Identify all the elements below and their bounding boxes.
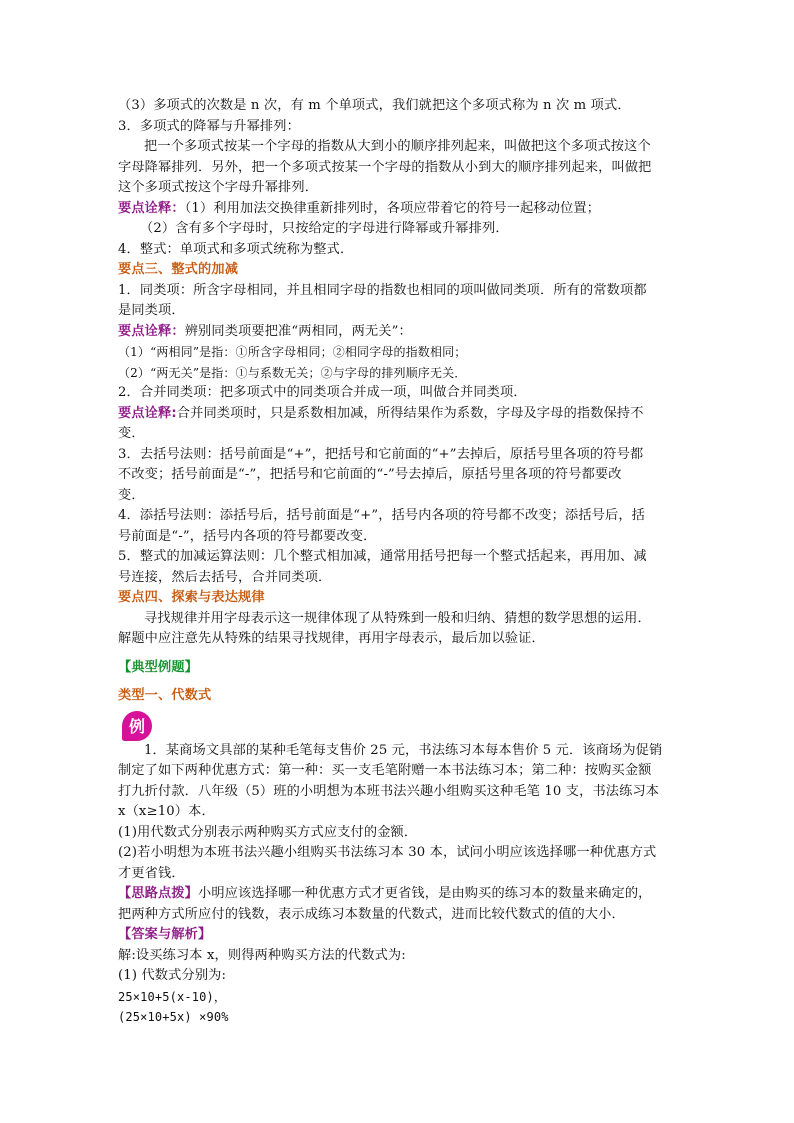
text-line: 才更省钱． bbox=[118, 865, 185, 881]
text-line: 3．去括号法则：括号前面是“+”，把括号和它前面的“+”去掉后，原括号里各项的符号都 bbox=[118, 446, 644, 462]
key-point-label: 要点诠释： bbox=[118, 200, 185, 216]
text-line: 1．同类项：所含字母相同，并且相同字母的指数也相同的项叫做同类项．所有的常数项都 bbox=[118, 282, 647, 298]
text-line: 小明应该选择哪一种优惠方式才更省钱，是由购买的练习本的数量来确定的， bbox=[198, 886, 652, 901]
formula-line: 25×10+5(x-10)， bbox=[118, 989, 227, 1004]
text-line: 号前面是“-”，括号内各项的符号都要改变． bbox=[118, 528, 377, 544]
heading-point-4: 要点四、探索与表达规律 bbox=[118, 590, 265, 605]
key-point-note bbox=[118, 199, 678, 220]
text-line: (1) 代数式分别为: bbox=[118, 968, 227, 983]
text-line: 2．合并同类项：把多项式中的同类项合并成一项，叫做合并同类项． bbox=[118, 385, 527, 400]
key-point-note bbox=[118, 322, 678, 343]
formula-line: (25×10+5x) ×90% bbox=[118, 1010, 229, 1024]
text-line: 4．添括号法则：添括号后，括号前面是“+”，括号内各项的符号都不改变；添括号后，括 bbox=[118, 508, 646, 523]
example-badge-icon: 例 bbox=[122, 711, 152, 741]
text-line: （3）多项式的次数是 n 次，有 m 个单项式，我们就把这个多项式称为 n 次 m 项式． bbox=[118, 98, 631, 113]
text-line: （2）“两无关”是指：①与系数无关；②与字母的排列顺序无关． bbox=[118, 365, 467, 380]
key-point-label: 要点诠释: bbox=[118, 405, 177, 421]
text-line: （1）利用加法交换律重新排列时，各项应带着它的符号一起移动位置； bbox=[184, 200, 601, 216]
text-line: 辨别同类项要把准“两相同，两无关”： bbox=[184, 323, 412, 339]
answer-label: 【答案与解析】 bbox=[118, 927, 212, 942]
text-line: 变． bbox=[118, 426, 145, 441]
text-line: （2）含有多个字母时，只按给定的字母进行降幂或升幂排列． bbox=[140, 221, 509, 236]
text-line: 把一个多项式按某一个字母的指数从大到小的顺序排列起来，叫做把这个多项式按这个 bbox=[144, 139, 651, 154]
text-line: 字母降幂排列．另外，把一个多项式按某一个字母的指数从小到大的顺序排列起来，叫做把 bbox=[118, 159, 652, 175]
text-line: 不改变；括号前面是“-”，把括号和它前面的“-”号去掉后，原括号里各项的符号都要改 bbox=[118, 467, 622, 482]
text-line: 5．整式的加减运算法则：几个整式相加减，通常用括号把每一个整式括起来，再用加、减 bbox=[118, 549, 647, 564]
text-line: 这个多项式按这个字母升幂排列． bbox=[118, 180, 319, 195]
text-line: 1．某商场文具部的某种毛笔每支售价 25 元，书法练习本每本售价 5 元．该商场为促销 bbox=[144, 742, 663, 758]
text-line: 合并同类项时，只是系数相加减，所得结果作为系数，字母及字母的指数保持不 bbox=[176, 405, 644, 421]
key-point-note bbox=[118, 404, 678, 425]
hint-label: 【思路点拨】 bbox=[118, 886, 199, 901]
section-item-4: 4．整式：单项式和多项式统称为整式． bbox=[118, 241, 354, 257]
text-line: 号连接，然后去括号，合并同类项． bbox=[118, 569, 332, 585]
heading-point-3: 要点三、整式的加减 bbox=[118, 262, 239, 277]
typical-examples-heading: 【典型例题】 bbox=[118, 659, 199, 675]
hint-note bbox=[118, 884, 678, 905]
section-item-3: 3．多项式的降幂与升幂排列： bbox=[118, 118, 300, 134]
text-line: 是同类项． bbox=[118, 303, 185, 318]
text-line: 解题中应注意先从特殊的结果寻找规律，再用字母表示，最后加以验证． bbox=[118, 631, 545, 646]
text-line: (2)若小明想为本班书法兴趣小组购买书法练习本 30 本，试问小明应该选择哪一种优惠方式 bbox=[118, 845, 657, 860]
text-line: (1)用代数式分别表示两种购买方式应支付的金额． bbox=[118, 824, 418, 840]
text-line: 解:设买练习本 x，则得两种购买方法的代数式为: bbox=[118, 947, 406, 963]
type-1-heading: 类型一、代数式 bbox=[118, 688, 212, 703]
example-1-start bbox=[118, 711, 678, 741]
text-line: 制定了如下两种优惠方式：第一种：买一支毛笔附赠一本书法练习本；第二种：按购买金额 bbox=[118, 763, 652, 778]
document-body bbox=[118, 96, 678, 1028]
text-line: x（x≥10）本． bbox=[118, 804, 215, 819]
text-line: 变． bbox=[118, 487, 145, 503]
key-point-label: 要点诠释： bbox=[118, 323, 185, 339]
text-line: 把两种方式所应付的钱数，表示成练习本数量的代数式，进而比较代数式的值的大小． bbox=[118, 906, 625, 922]
text-line: 寻找规律并用字母表示这一规律体现了从特殊到一般和归纳、猜想的数学思想的运用． bbox=[144, 610, 651, 626]
text-line: 打九折付款．八年级（5）班的小明想为本班书法兴趣小组购买这种毛笔 10 支，书法练习本 bbox=[118, 783, 660, 799]
text-line: （1）“两相同”是指：①所含字母相同；②相同字母的指数相同； bbox=[118, 345, 467, 359]
